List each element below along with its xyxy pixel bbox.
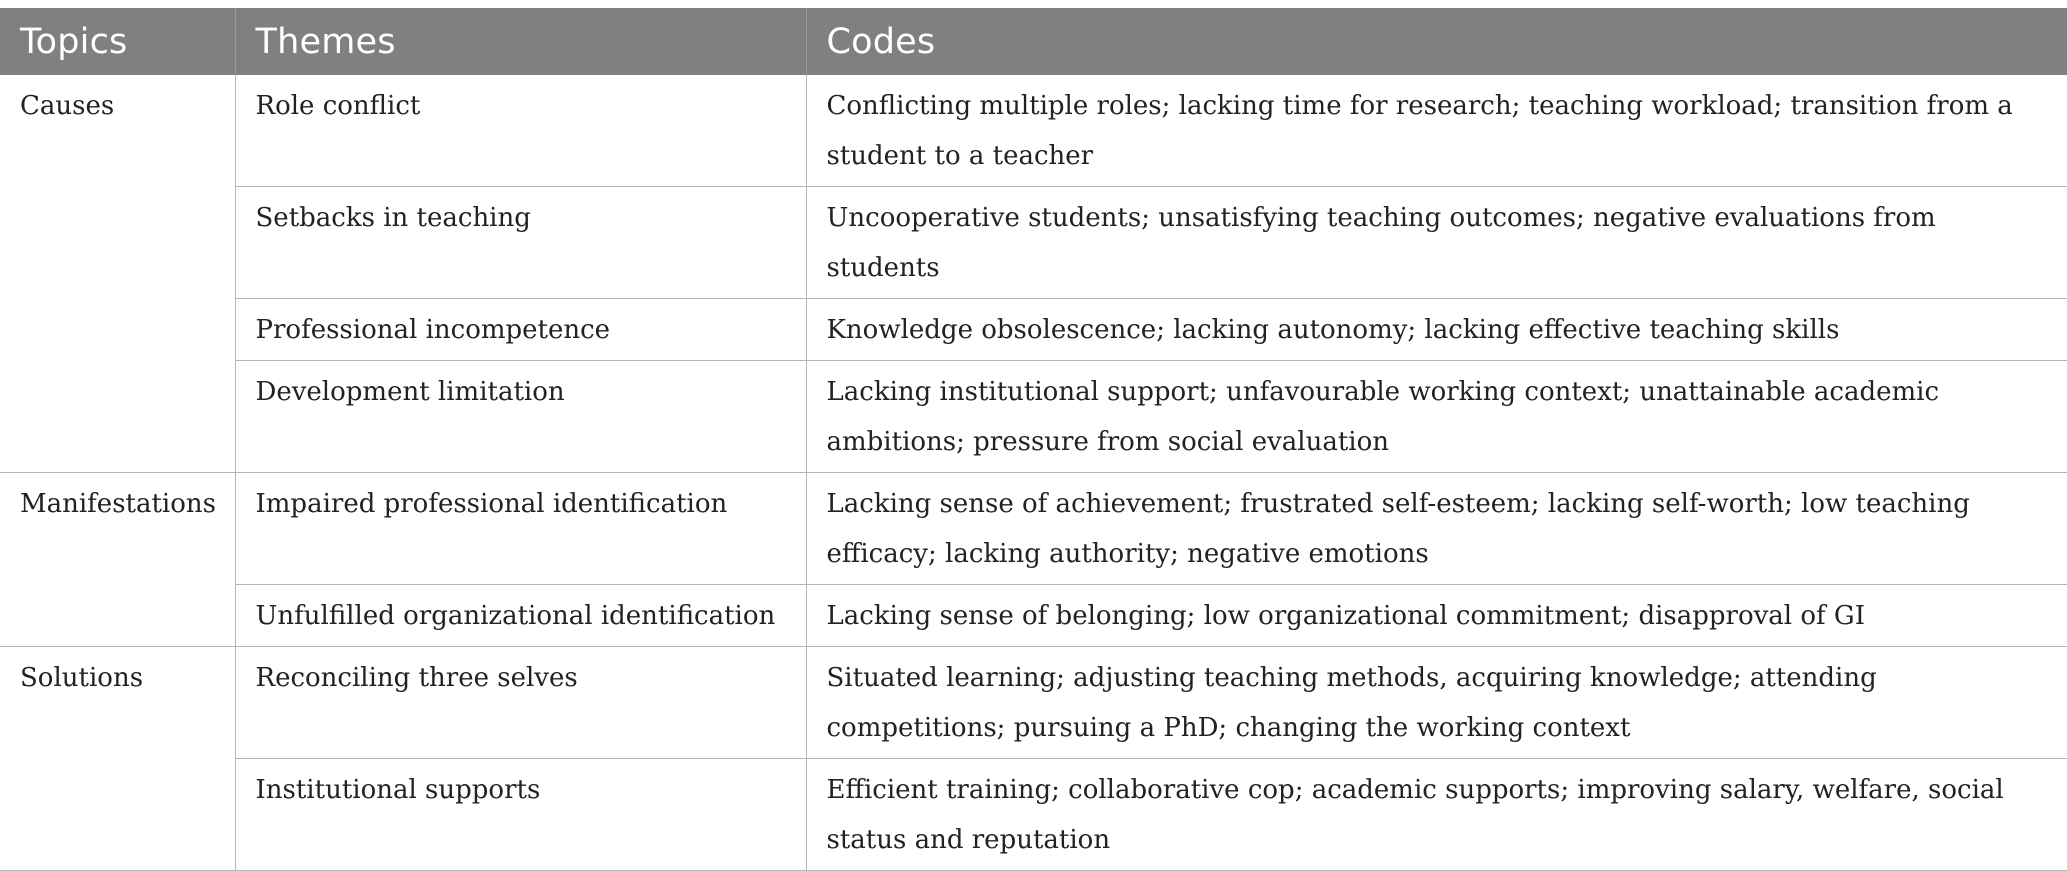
table-row xyxy=(0,299,2067,361)
theme-cell: Development limitation xyxy=(235,361,806,473)
header-row xyxy=(0,8,2067,75)
table-header xyxy=(0,8,2067,75)
topic-cell-manifestations: Manifestations xyxy=(0,473,235,647)
theme-cell: Professional incompetence xyxy=(235,299,806,361)
codes-cell: Situated learning; adjusting teaching methods, acquiring knowledge; attending competitions; pursuing a PhD; changing the working context xyxy=(806,647,2067,759)
codes-cell: Conflicting multiple roles; lacking time for research; teaching workload; transition from a student to a teacher xyxy=(806,75,2067,187)
codes-cell: Efficient training; collaborative cop; academic supports; improving salary, welfare, social status and reputation xyxy=(806,759,2067,871)
table-row xyxy=(0,361,2067,473)
table-row xyxy=(0,187,2067,299)
table-row xyxy=(0,585,2067,647)
table-row xyxy=(0,473,2067,585)
table-row xyxy=(0,647,2067,759)
header-themes: Themes xyxy=(235,8,806,75)
header-codes: Codes xyxy=(806,8,2067,75)
theme-cell: Institutional supports xyxy=(235,759,806,871)
theme-cell: Unfulfilled organizational identification xyxy=(235,585,806,647)
themes-table xyxy=(0,8,2067,871)
codes-cell: Lacking sense of achievement; frustrated self-esteem; lacking self-worth; low teaching efficacy; lacking authority; negative emotions xyxy=(806,473,2067,585)
codes-cell: Lacking institutional support; unfavourable working context; unattainable academic ambitions; pressure from social evaluation xyxy=(806,361,2067,473)
themes-table-container xyxy=(0,8,2067,871)
header-topics: Topics xyxy=(0,8,235,75)
codes-cell: Knowledge obsolescence; lacking autonomy; lacking effective teaching skills xyxy=(806,299,2067,361)
theme-cell: Impaired professional identification xyxy=(235,473,806,585)
codes-cell: Uncooperative students; unsatisfying teaching outcomes; negative evaluations from students xyxy=(806,187,2067,299)
codes-cell: Lacking sense of belonging; low organizational commitment; disapproval of GI xyxy=(806,585,2067,647)
table-row xyxy=(0,75,2067,187)
topic-cell-causes: Causes xyxy=(0,75,235,473)
theme-cell: Role conflict xyxy=(235,75,806,187)
topic-cell-solutions: Solutions xyxy=(0,647,235,871)
theme-cell: Reconciling three selves xyxy=(235,647,806,759)
table-row xyxy=(0,759,2067,871)
theme-cell: Setbacks in teaching xyxy=(235,187,806,299)
table-body xyxy=(0,75,2067,871)
